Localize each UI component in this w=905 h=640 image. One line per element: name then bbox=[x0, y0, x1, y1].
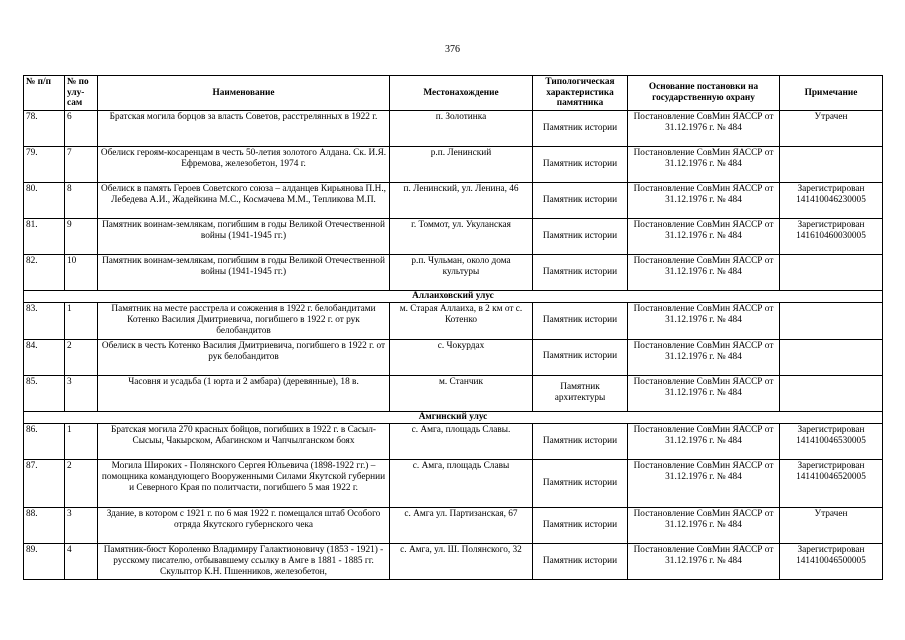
row-basis-cell: Постановление СовМин ЯАССР от 31.12.1976 г. № 484 bbox=[628, 507, 780, 543]
row-location-cell: с. Амга ул. Партизанская, 67 bbox=[390, 507, 533, 543]
row-name-cell: Обелиск героям-косаренцам в честь 50-летия золотого Алдана. Ск. И.Я. Ефремова, железобетон, 1974 г. bbox=[98, 146, 390, 182]
section-row bbox=[24, 411, 883, 423]
row-ulus-num-cell: 10 bbox=[65, 254, 98, 290]
row-basis-cell: Постановление СовМин ЯАССР от 31.12.1976 г. № 484 bbox=[628, 339, 780, 375]
row-note-cell bbox=[780, 375, 883, 411]
row-basis-cell: Постановление СовМин ЯАССР от 31.12.1976 г. № 484 bbox=[628, 254, 780, 290]
row-type-cell: Памятник истории bbox=[533, 423, 628, 459]
header-name: Наименование bbox=[98, 76, 390, 111]
row-name-cell: Памятник-бюст Короленко Владимиру Галактионовичу (1853 - 1921) - русскому писателю, отбывавшему ссылку в Амге в 1881 - 1885 гг. Скульптор К.Н. Пшенников, железобетон, bbox=[98, 543, 390, 580]
row-location-cell: р.п. Чульман, около дома культуры bbox=[390, 254, 533, 290]
row-basis-cell: Постановление СовМин ЯАССР от 31.12.1976 г. № 484 bbox=[628, 543, 780, 580]
row-name-cell: Обелиск в память Героев Советского союза – алданцев Кирьянова П.Н., Лебедева А.И., Жадейкина М.С., Космачева М.М., Тепликова М.П. bbox=[98, 182, 390, 218]
row-basis-cell: Постановление СовМин ЯАССР от 31.12.1976 г. № 484 bbox=[628, 146, 780, 182]
table-row bbox=[24, 423, 883, 459]
row-name-cell: Обелиск в честь Котенко Василия Дмитриевича, погибшего в 1922 г. от рук белобандитов bbox=[98, 339, 390, 375]
row-name-cell: Братская могила борцов за власть Советов, расстрелянных в 1922 г. bbox=[98, 110, 390, 146]
row-ulus-num-cell: 3 bbox=[65, 507, 98, 543]
row-name-cell: Памятник воинам-землякам, погибшим в годы Великой Отечественной войны (1941-1945 гг.) bbox=[98, 218, 390, 254]
row-name-cell: Здание, в котором с 1921 г. по 6 мая 1922 г. помещался штаб Особого отряда Якутского губернского чека bbox=[98, 507, 390, 543]
row-type-cell: Памятник истории bbox=[533, 507, 628, 543]
row-type-cell: Памятник истории bbox=[533, 459, 628, 507]
table-row bbox=[24, 507, 883, 543]
row-num-cell: 83. bbox=[24, 302, 65, 339]
row-num-cell: 80. bbox=[24, 182, 65, 218]
row-num-cell: 89. bbox=[24, 543, 65, 580]
table-row bbox=[24, 459, 883, 507]
row-ulus-num-cell: 7 bbox=[65, 146, 98, 182]
row-type-cell: Памятник истории bbox=[533, 254, 628, 290]
row-location-cell: г. Томмот, ул. Укуланская bbox=[390, 218, 533, 254]
monuments-table bbox=[23, 75, 883, 580]
table-row bbox=[24, 254, 883, 290]
row-name-cell: Часовня и усадьба (1 юрта и 2 амбара) (деревянные), 18 в. bbox=[98, 375, 390, 411]
row-location-cell: с. Чокурдах bbox=[390, 339, 533, 375]
row-basis-cell: Постановление СовМин ЯАССР от 31.12.1976 г. № 484 bbox=[628, 110, 780, 146]
row-num-cell: 84. bbox=[24, 339, 65, 375]
row-note-cell bbox=[780, 339, 883, 375]
table-row bbox=[24, 543, 883, 580]
table-body bbox=[24, 110, 883, 580]
section-row bbox=[24, 290, 883, 302]
row-location-cell: м. Старая Аллаиха, в 2 км от с. Котенко bbox=[390, 302, 533, 339]
row-num-cell: 78. bbox=[24, 110, 65, 146]
row-name-cell: Памятник воинам-землякам, погибшим в годы Великой Отечественной войны (1941-1945 гг.) bbox=[98, 254, 390, 290]
row-location-cell: с. Амга, ул. Ш. Полянского, 32 bbox=[390, 543, 533, 580]
header-num: № п/п bbox=[24, 76, 65, 111]
row-note-cell: Зарегистрирован 141410046530005 bbox=[780, 423, 883, 459]
row-type-cell: Памятник истории bbox=[533, 302, 628, 339]
row-note-cell bbox=[780, 146, 883, 182]
row-num-cell: 85. bbox=[24, 375, 65, 411]
row-ulus-num-cell: 2 bbox=[65, 339, 98, 375]
table-row bbox=[24, 218, 883, 254]
row-basis-cell: Постановление СовМин ЯАССР от 31.12.1976 г. № 484 bbox=[628, 182, 780, 218]
header-type: Типологическая характеристика памятника bbox=[533, 76, 628, 111]
row-ulus-num-cell: 1 bbox=[65, 423, 98, 459]
row-note-cell: Утрачен bbox=[780, 507, 883, 543]
row-location-cell: м. Станчик bbox=[390, 375, 533, 411]
row-type-cell: Памятник истории bbox=[533, 543, 628, 580]
row-num-cell: 82. bbox=[24, 254, 65, 290]
row-location-cell: п. Золотинка bbox=[390, 110, 533, 146]
row-location-cell: р.п. Ленинский bbox=[390, 146, 533, 182]
header-note: Примечание bbox=[780, 76, 883, 111]
row-basis-cell: Постановление СовМин ЯАССР от 31.12.1976 г. № 484 bbox=[628, 459, 780, 507]
table-header-row bbox=[24, 76, 883, 111]
row-note-cell bbox=[780, 302, 883, 339]
row-num-cell: 79. bbox=[24, 146, 65, 182]
row-type-cell: Памятник истории bbox=[533, 146, 628, 182]
row-note-cell: Зарегистрирован 141410046520005 bbox=[780, 459, 883, 507]
row-name-cell: Памятник на месте расстрела и сожжения в 1922 г. белобандитами Котенко Василия Дмитриевича, погибшего в 1922 г. от рук белобандитов bbox=[98, 302, 390, 339]
table-row bbox=[24, 110, 883, 146]
row-name-cell: Могила Широких - Полянского Сергея Юльевича (1898-1922 гг.) – помощника командующего Вооруженными Силами Якутской губернии и Северного Края по политчасти, погибшего 5 мая 1922 г. bbox=[98, 459, 390, 507]
row-type-cell: Памятник истории bbox=[533, 182, 628, 218]
row-type-cell: Памятник истории bbox=[533, 218, 628, 254]
row-num-cell: 87. bbox=[24, 459, 65, 507]
row-ulus-num-cell: 9 bbox=[65, 218, 98, 254]
section-title: Аллаиховский улус bbox=[24, 290, 883, 302]
row-note-cell: Утрачен bbox=[780, 110, 883, 146]
row-type-cell: Памятник истории bbox=[533, 110, 628, 146]
row-ulus-num-cell: 6 bbox=[65, 110, 98, 146]
row-ulus-num-cell: 8 bbox=[65, 182, 98, 218]
section-title: Амгинский улус bbox=[24, 411, 883, 423]
row-basis-cell: Постановление СовМин ЯАССР от 31.12.1976 г. № 484 bbox=[628, 302, 780, 339]
row-location-cell: с. Амга, площадь Славы bbox=[390, 459, 533, 507]
row-location-cell: с. Амга, площадь Славы. bbox=[390, 423, 533, 459]
row-ulus-num-cell: 2 bbox=[65, 459, 98, 507]
table-row bbox=[24, 375, 883, 411]
table-row bbox=[24, 182, 883, 218]
header-ulus-num: № по улу-сам bbox=[65, 76, 98, 111]
row-ulus-num-cell: 4 bbox=[65, 543, 98, 580]
row-note-cell bbox=[780, 254, 883, 290]
row-note-cell: Зарегистрирован 141610460030005 bbox=[780, 218, 883, 254]
row-note-cell: Зарегистрирован 141410046230005 bbox=[780, 182, 883, 218]
row-ulus-num-cell: 3 bbox=[65, 375, 98, 411]
row-num-cell: 81. bbox=[24, 218, 65, 254]
row-ulus-num-cell: 1 bbox=[65, 302, 98, 339]
header-basis: Основание постановки на государственную охрану bbox=[628, 76, 780, 111]
row-num-cell: 88. bbox=[24, 507, 65, 543]
row-note-cell: Зарегистрирован 141410046500005 bbox=[780, 543, 883, 580]
row-basis-cell: Постановление СовМин ЯАССР от 31.12.1976 г. № 484 bbox=[628, 218, 780, 254]
table-row bbox=[24, 339, 883, 375]
row-basis-cell: Постановление СовМин ЯАССР от 31.12.1976 г. № 484 bbox=[628, 375, 780, 411]
row-location-cell: п. Ленинский, ул. Ленина, 46 bbox=[390, 182, 533, 218]
row-type-cell: Памятник архитектуры bbox=[533, 375, 628, 411]
row-name-cell: Братская могила 270 красных бойцов, погибших в 1922 г. в Сасыл-Сысыы, Чакырском, Абагинском и Чапчылганском боях bbox=[98, 423, 390, 459]
header-location: Местонахождение bbox=[390, 76, 533, 111]
row-basis-cell: Постановление СовМин ЯАССР от 31.12.1976 г. № 484 bbox=[628, 423, 780, 459]
row-type-cell: Памятник истории bbox=[533, 339, 628, 375]
table-row bbox=[24, 302, 883, 339]
row-num-cell: 86. bbox=[24, 423, 65, 459]
table-row bbox=[24, 146, 883, 182]
page-number: 376 bbox=[445, 44, 460, 55]
